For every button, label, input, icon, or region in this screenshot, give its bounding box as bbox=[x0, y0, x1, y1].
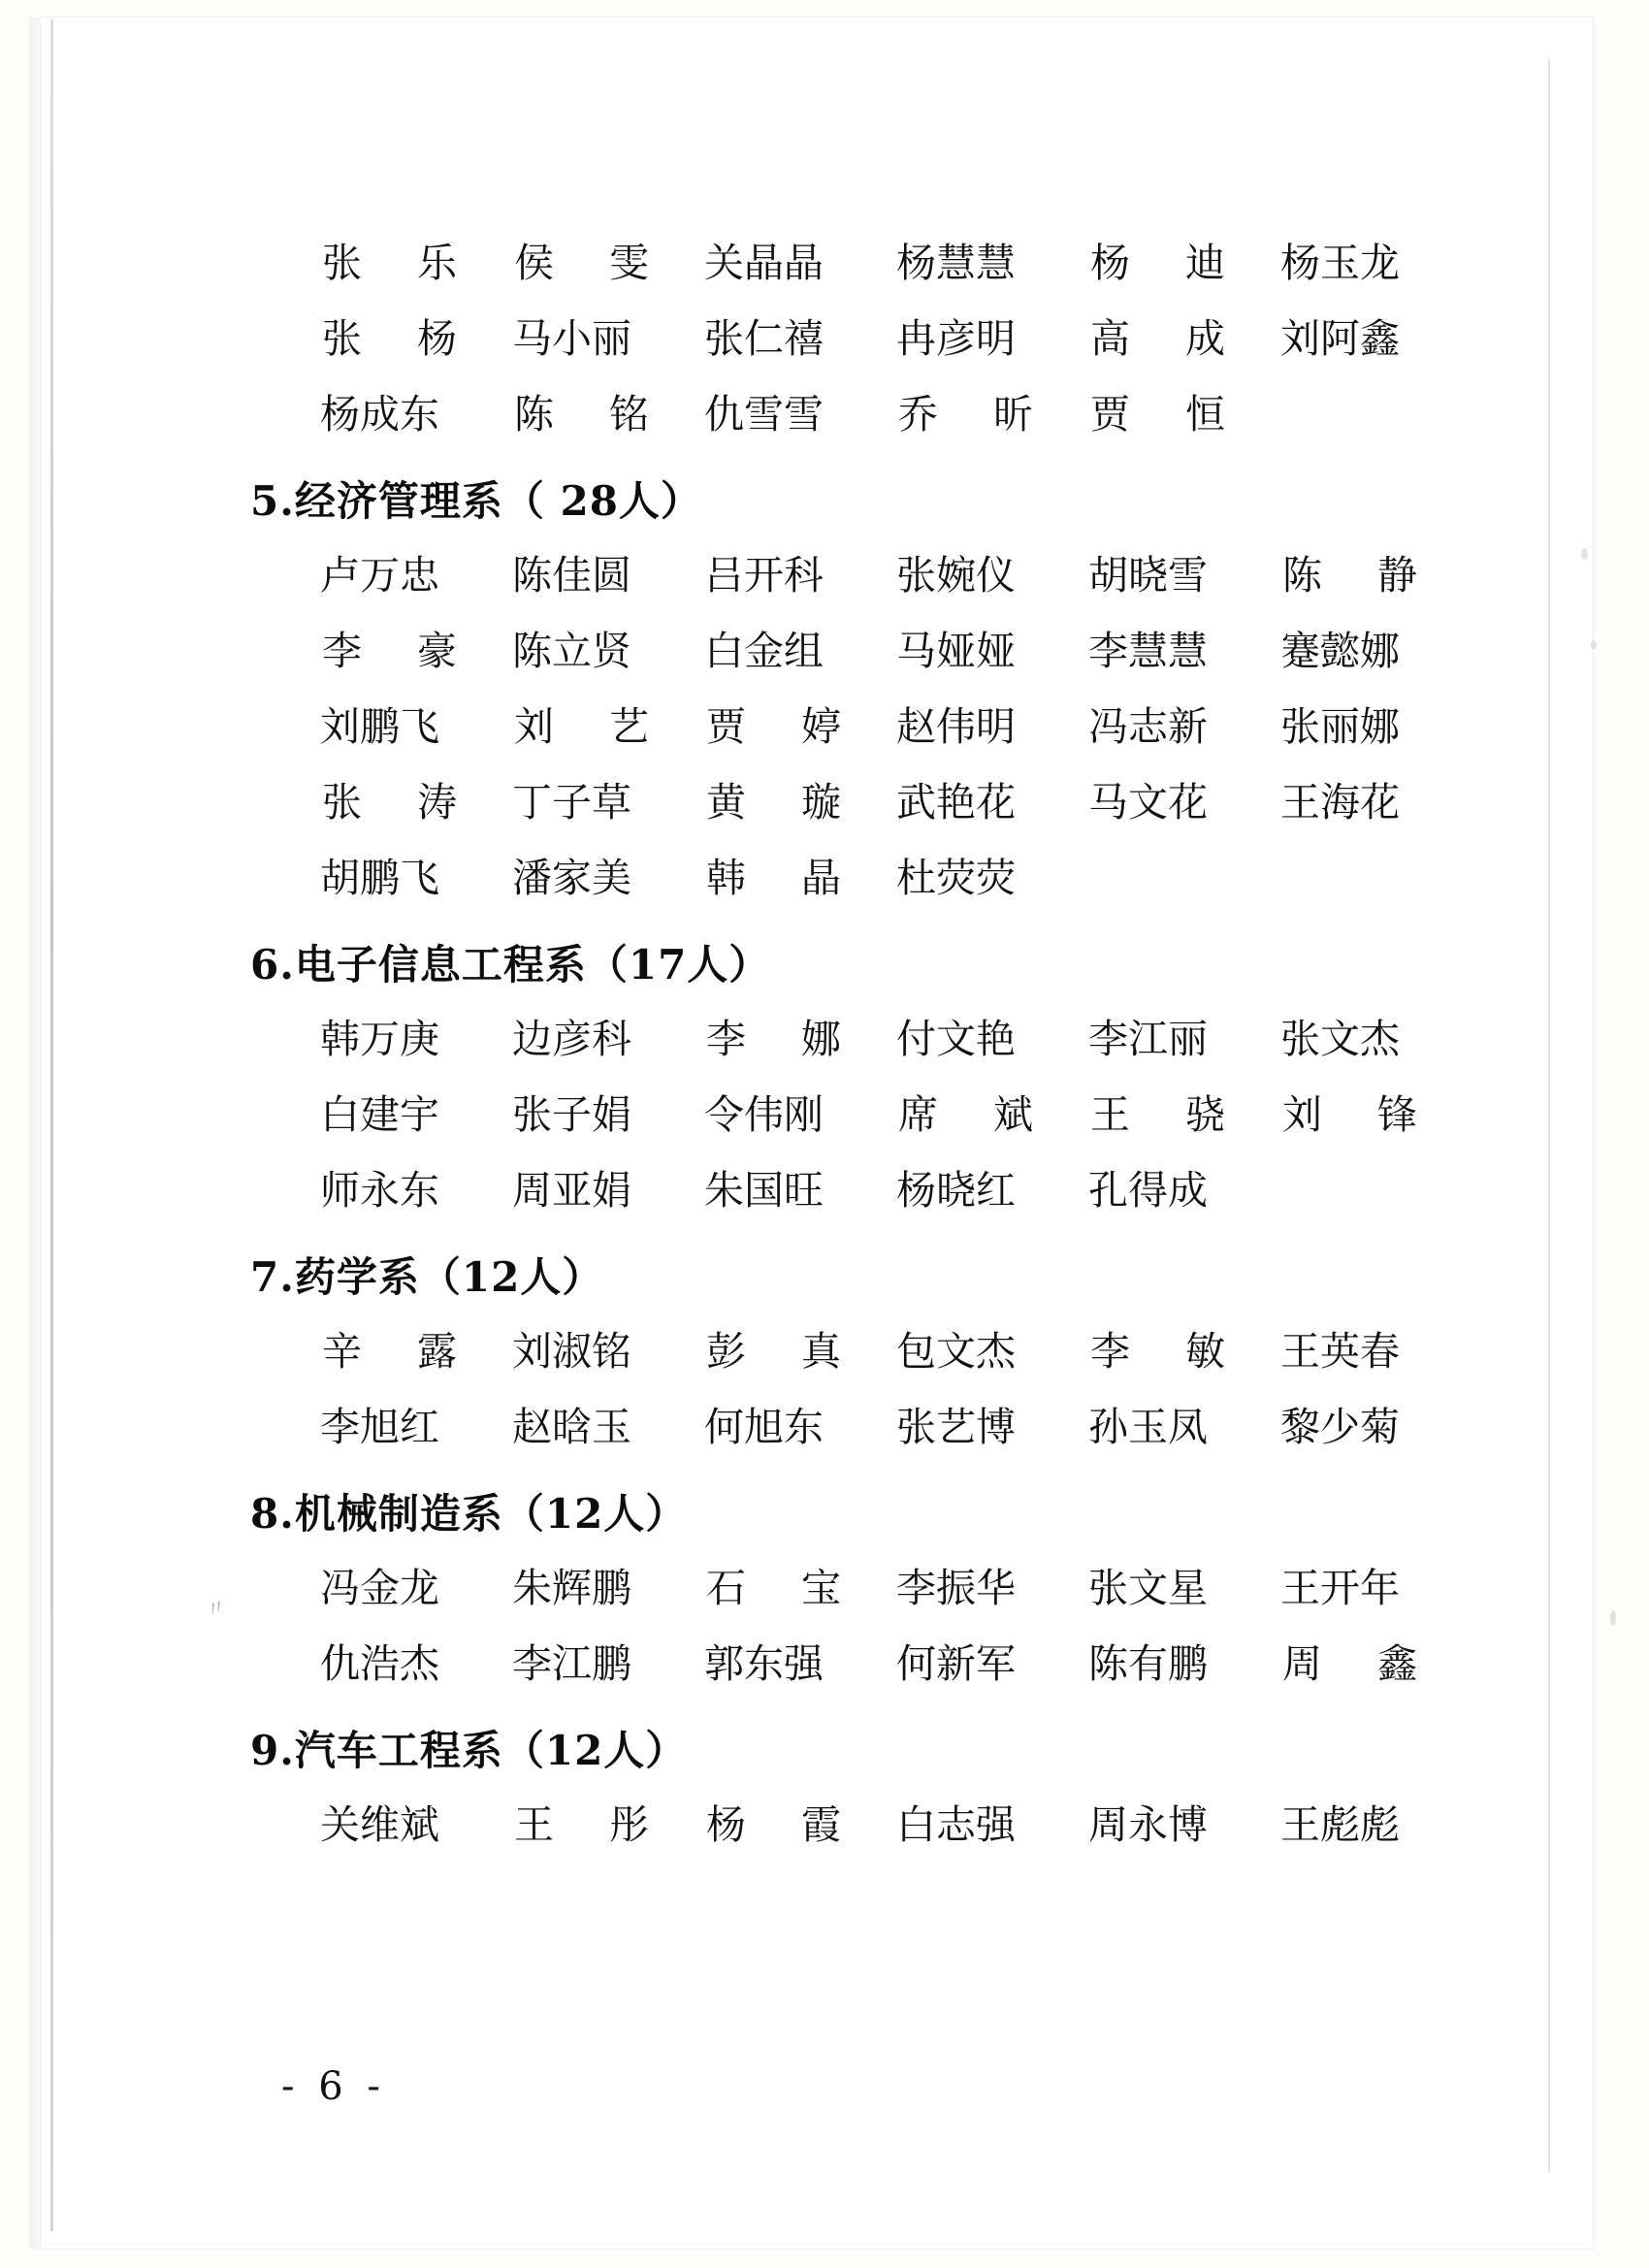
person-name: 陈有鹏 bbox=[1088, 1640, 1208, 1687]
name-row bbox=[320, 233, 1474, 293]
person-name: 包文杰 bbox=[896, 1328, 1016, 1375]
person-name: 杨 霞 bbox=[706, 1801, 863, 1848]
person-name: 关晶晶 bbox=[704, 240, 824, 286]
person-name: 贾 婷 bbox=[706, 703, 863, 750]
person-name: 韩 晶 bbox=[706, 855, 863, 901]
section-name-list bbox=[320, 1558, 1474, 1694]
section-heading: 5.经济管理系（ 28人） bbox=[250, 477, 702, 525]
person-name: 刘 锋 bbox=[1282, 1091, 1439, 1138]
person-name: 张文星 bbox=[1088, 1565, 1208, 1611]
person-name: 白金组 bbox=[704, 628, 824, 674]
page-right-edge-line bbox=[1548, 58, 1550, 2173]
person-name: 张艺博 bbox=[896, 1404, 1016, 1450]
person-name: 张仁禧 bbox=[704, 315, 824, 362]
person-name: 杨成东 bbox=[320, 391, 439, 437]
name-row bbox=[320, 621, 1474, 681]
scan-speck bbox=[1581, 548, 1588, 560]
scan-speck bbox=[1610, 1610, 1616, 1626]
name-row bbox=[320, 1085, 1474, 1145]
person-name: 赵伟明 bbox=[896, 703, 1016, 750]
person-name: 辛 露 bbox=[322, 1328, 479, 1375]
person-name: 关维斌 bbox=[320, 1801, 439, 1848]
person-name: 王 骁 bbox=[1090, 1091, 1247, 1138]
scan-smudge: 〃 bbox=[202, 1594, 231, 1625]
person-name: 李 豪 bbox=[322, 628, 479, 674]
person-name: 刘 艺 bbox=[514, 703, 671, 750]
person-name: 杨 迪 bbox=[1090, 240, 1247, 286]
person-name: 李旭红 bbox=[320, 1404, 439, 1450]
person-name: 乔 昕 bbox=[898, 391, 1055, 437]
person-name: 黎少菊 bbox=[1280, 1404, 1400, 1450]
person-name: 黄 璇 bbox=[706, 779, 863, 826]
person-name: 朱辉鹏 bbox=[512, 1565, 631, 1611]
name-row bbox=[320, 1795, 1474, 1855]
person-name: 陈佳圆 bbox=[512, 552, 631, 599]
name-row bbox=[320, 1321, 1474, 1381]
page-number: - 6 - bbox=[281, 2064, 386, 2109]
name-row bbox=[320, 848, 1474, 908]
person-name: 石 宝 bbox=[706, 1565, 863, 1611]
page-left-edge-line bbox=[50, 19, 53, 2231]
section-name-list bbox=[320, 1795, 1474, 1855]
name-row bbox=[320, 1634, 1474, 1694]
person-name: 杨玉龙 bbox=[1280, 240, 1400, 286]
section-name-list bbox=[320, 545, 1474, 908]
person-name: 张文杰 bbox=[1280, 1016, 1400, 1062]
person-name: 卢万忠 bbox=[320, 552, 439, 599]
section-heading: 9.汽车工程系（12人） bbox=[250, 1727, 688, 1774]
person-name: 仇雪雪 bbox=[704, 391, 824, 437]
person-name: 周亚娟 bbox=[512, 1167, 631, 1214]
person-name: 杜荧荧 bbox=[896, 855, 1016, 901]
name-row bbox=[320, 1397, 1474, 1457]
person-name: 张 乐 bbox=[322, 240, 479, 286]
person-name: 刘淑铭 bbox=[512, 1328, 631, 1375]
person-name: 李 娜 bbox=[706, 1016, 863, 1062]
person-name: 刘阿鑫 bbox=[1280, 315, 1400, 362]
person-name: 白建宇 bbox=[320, 1091, 439, 1138]
person-name: 杨晓红 bbox=[896, 1167, 1016, 1214]
name-row bbox=[320, 697, 1474, 757]
person-name: 郭东强 bbox=[704, 1640, 824, 1687]
section-name-list bbox=[320, 1321, 1474, 1457]
person-name: 边彦科 bbox=[512, 1016, 631, 1062]
person-name: 王开年 bbox=[1280, 1565, 1400, 1611]
name-row bbox=[320, 1009, 1474, 1069]
person-name: 何旭东 bbox=[704, 1404, 824, 1450]
person-name: 令伟刚 bbox=[704, 1091, 824, 1138]
person-name: 李振华 bbox=[896, 1565, 1016, 1611]
person-name: 马娅娅 bbox=[896, 628, 1016, 674]
document-body bbox=[250, 233, 1474, 1870]
person-name: 李 敏 bbox=[1090, 1328, 1247, 1375]
name-row bbox=[320, 308, 1474, 369]
name-row bbox=[320, 545, 1474, 605]
name-row bbox=[320, 1558, 1474, 1618]
person-name: 王 彤 bbox=[514, 1801, 671, 1848]
person-name: 何新军 bbox=[896, 1640, 1016, 1687]
person-name: 周永博 bbox=[1088, 1801, 1208, 1848]
section-heading: 7.药学系（12人） bbox=[250, 1253, 604, 1301]
person-name: 张婉仪 bbox=[896, 552, 1016, 599]
person-name: 武艳花 bbox=[896, 779, 1016, 826]
name-row bbox=[320, 384, 1474, 444]
person-name: 李慧慧 bbox=[1088, 628, 1208, 674]
person-name: 韩万庚 bbox=[320, 1016, 439, 1062]
person-name: 席 斌 bbox=[898, 1091, 1055, 1138]
person-name: 白志强 bbox=[896, 1801, 1016, 1848]
person-name: 丁子草 bbox=[512, 779, 631, 826]
person-name: 冯金龙 bbox=[320, 1565, 439, 1611]
person-name: 彭 真 bbox=[706, 1328, 863, 1375]
person-name: 王英春 bbox=[1280, 1328, 1400, 1375]
person-name: 付文艳 bbox=[896, 1016, 1016, 1062]
person-name: 马小丽 bbox=[512, 315, 631, 362]
person-name: 张丽娜 bbox=[1280, 703, 1400, 750]
person-name: 李江鹏 bbox=[512, 1640, 631, 1687]
person-name: 仇浩杰 bbox=[320, 1640, 439, 1687]
person-name: 孔得成 bbox=[1088, 1167, 1208, 1214]
person-name: 朱国旺 bbox=[704, 1167, 824, 1214]
person-name: 冉彦明 bbox=[896, 315, 1016, 362]
section-heading: 8.机械制造系（12人） bbox=[250, 1490, 688, 1538]
section-name-list bbox=[320, 1009, 1474, 1220]
person-name: 胡晓雪 bbox=[1088, 552, 1208, 599]
person-name: 贾 恒 bbox=[1090, 391, 1247, 437]
person-name: 李江丽 bbox=[1088, 1016, 1208, 1062]
person-name: 冯志新 bbox=[1088, 703, 1208, 750]
person-name: 陈 静 bbox=[1282, 552, 1439, 599]
person-name: 王海花 bbox=[1280, 779, 1400, 826]
person-name: 张 涛 bbox=[322, 779, 479, 826]
person-name: 吕开科 bbox=[704, 552, 824, 599]
name-row bbox=[320, 1160, 1474, 1220]
person-name: 孙玉凤 bbox=[1088, 1404, 1208, 1450]
section-heading: 6.电子信息工程系（17人） bbox=[250, 941, 771, 988]
person-name: 师永东 bbox=[320, 1167, 439, 1214]
person-name: 杨慧慧 bbox=[896, 240, 1016, 286]
person-name: 张子娟 bbox=[512, 1091, 631, 1138]
person-name: 蹇懿娜 bbox=[1280, 628, 1400, 674]
person-name: 陈 铭 bbox=[514, 391, 671, 437]
person-name: 潘家美 bbox=[512, 855, 631, 901]
name-row bbox=[320, 772, 1474, 832]
person-name: 胡鹏飞 bbox=[320, 855, 439, 901]
person-name: 张 杨 bbox=[322, 315, 479, 362]
person-name: 高 成 bbox=[1090, 315, 1247, 362]
person-name: 刘鹏飞 bbox=[320, 703, 439, 750]
person-name: 陈立贤 bbox=[512, 628, 631, 674]
person-name: 马文花 bbox=[1088, 779, 1208, 826]
scan-speck bbox=[1591, 640, 1597, 650]
person-name: 周 鑫 bbox=[1282, 1640, 1439, 1687]
person-name: 王彪彪 bbox=[1280, 1801, 1400, 1848]
person-name: 侯 雯 bbox=[514, 240, 671, 286]
person-name: 赵晗玉 bbox=[512, 1404, 631, 1450]
